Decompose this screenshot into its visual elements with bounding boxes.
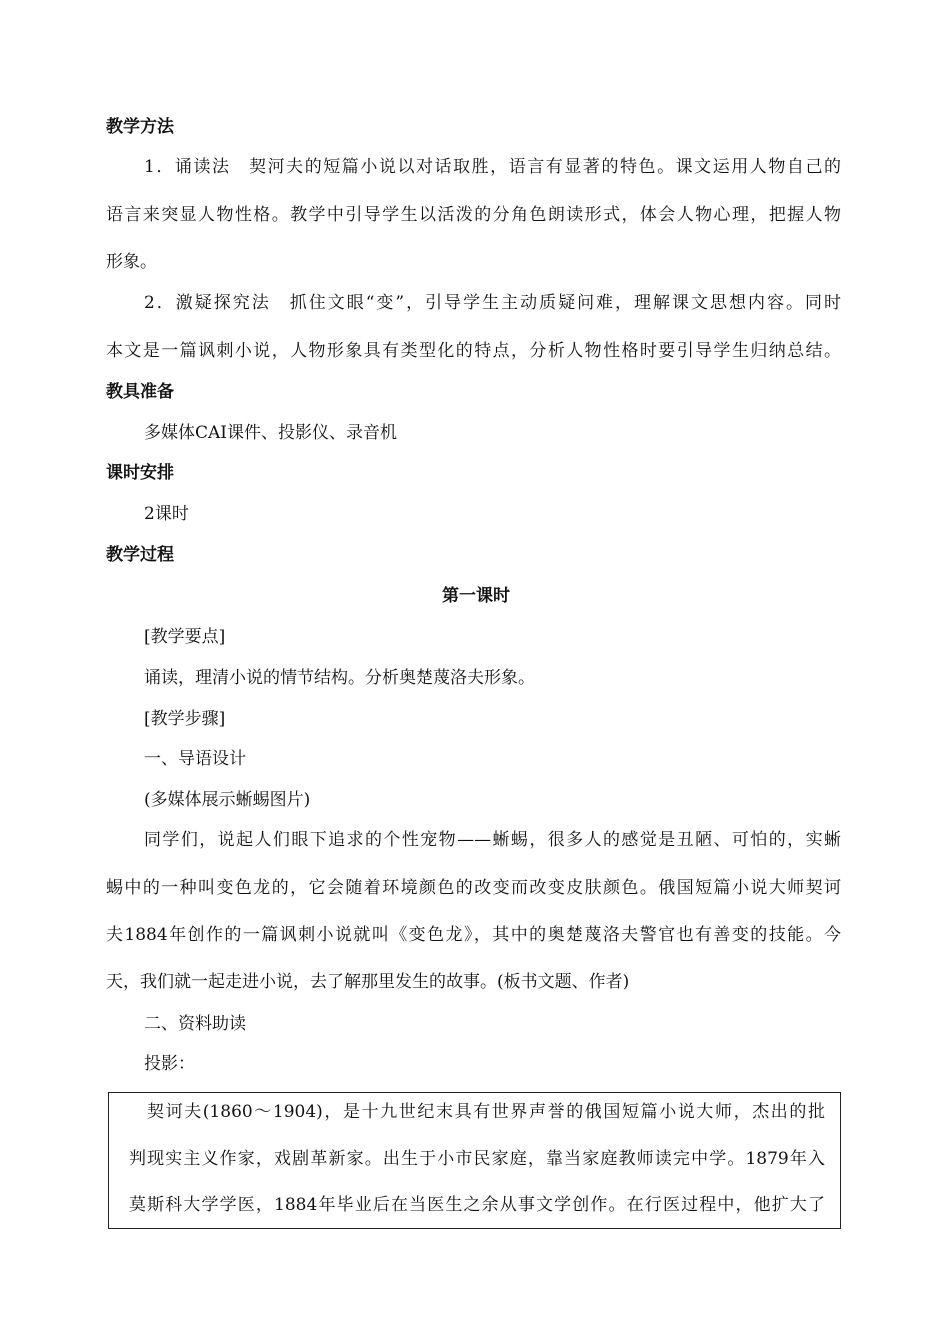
projection-box: [108, 1092, 841, 1229]
step-1-title: 一、导语设计: [144, 749, 246, 769]
section-heading-schedule: 课时安排: [106, 463, 174, 483]
method-2-line-2: 本文是一篇讽刺小说，人物形象具有类型化的特点，分析人物性格时要引导学生归纳总结。: [106, 341, 841, 361]
projection-box-line-3: 莫斯科大学学医，1884年毕业后在当医生之余从事文学创作。在行医过程中，他扩大了: [129, 1195, 825, 1215]
method-1-line-1: 1．诵读法 契河夫的短篇小说以对话取胜，语言有显著的特色。课文运用人物自己的: [144, 157, 841, 177]
step-2-title: 二、资料助读: [144, 1014, 246, 1034]
step-1-para-line-4: 天，我们就一起走进小说，去了解那里发生的故事。(板书文题、作者): [106, 972, 630, 992]
step-1-para-line-1: 同学们，说起人们眼下追求的个性宠物——蜥蜴，很多人的感觉是丑陋、可怕的，实蜥: [144, 830, 841, 850]
step-1-para-line-3: 夫1884年创作的一篇讽刺小说就叫《变色龙》，其中的奥楚蔑洛夫警官也有善变的技能。今: [106, 925, 841, 945]
step-1-note: (多媒体展示蜥蜴图片): [144, 790, 311, 810]
key-points-text: 诵读，理清小说的情节结构。分析奥楚蔑洛夫形象。: [144, 668, 535, 688]
method-1-line-3: 形象。: [106, 252, 157, 272]
section-heading-tools: 教具准备: [106, 382, 174, 402]
steps-label: [教学步骤]: [144, 709, 226, 729]
projection-box-line-2: 判现实主义作家，戏剧革新家。出生于小市民家庭，靠当家庭教师读完中学。1879年入: [129, 1149, 825, 1169]
section-heading-process: 教学过程: [106, 545, 174, 565]
projection-label: 投影：: [144, 1054, 195, 1074]
key-points-label: [教学要点]: [144, 627, 226, 647]
step-1-para-line-2: 蜴中的一种叫变色龙的，它会随着环境颜色的改变而改变皮肤颜色。俄国短篇小说大师契诃: [106, 878, 841, 898]
lesson-title: 第一课时: [442, 586, 510, 606]
method-2-line-1: 2．激疑探究法 抓住文眼“变”，引导学生主动质疑问难，理解课文思想内容。同时: [144, 293, 841, 313]
method-1-line-2: 语言来突显人物性格。教学中引导学生以活泼的分角色朗读形式，体会人物心理，把握人物: [106, 205, 841, 225]
schedule-text: 2课时: [144, 504, 189, 524]
projection-box-line-1: 契诃夫(1860～1904)，是十九世纪末具有世界声誉的俄国短篇小说大师，杰出的批: [147, 1102, 825, 1122]
tools-text: 多媒体CAI课件、投影仪、录音机: [144, 423, 397, 443]
section-heading-methods: 教学方法: [106, 117, 174, 137]
